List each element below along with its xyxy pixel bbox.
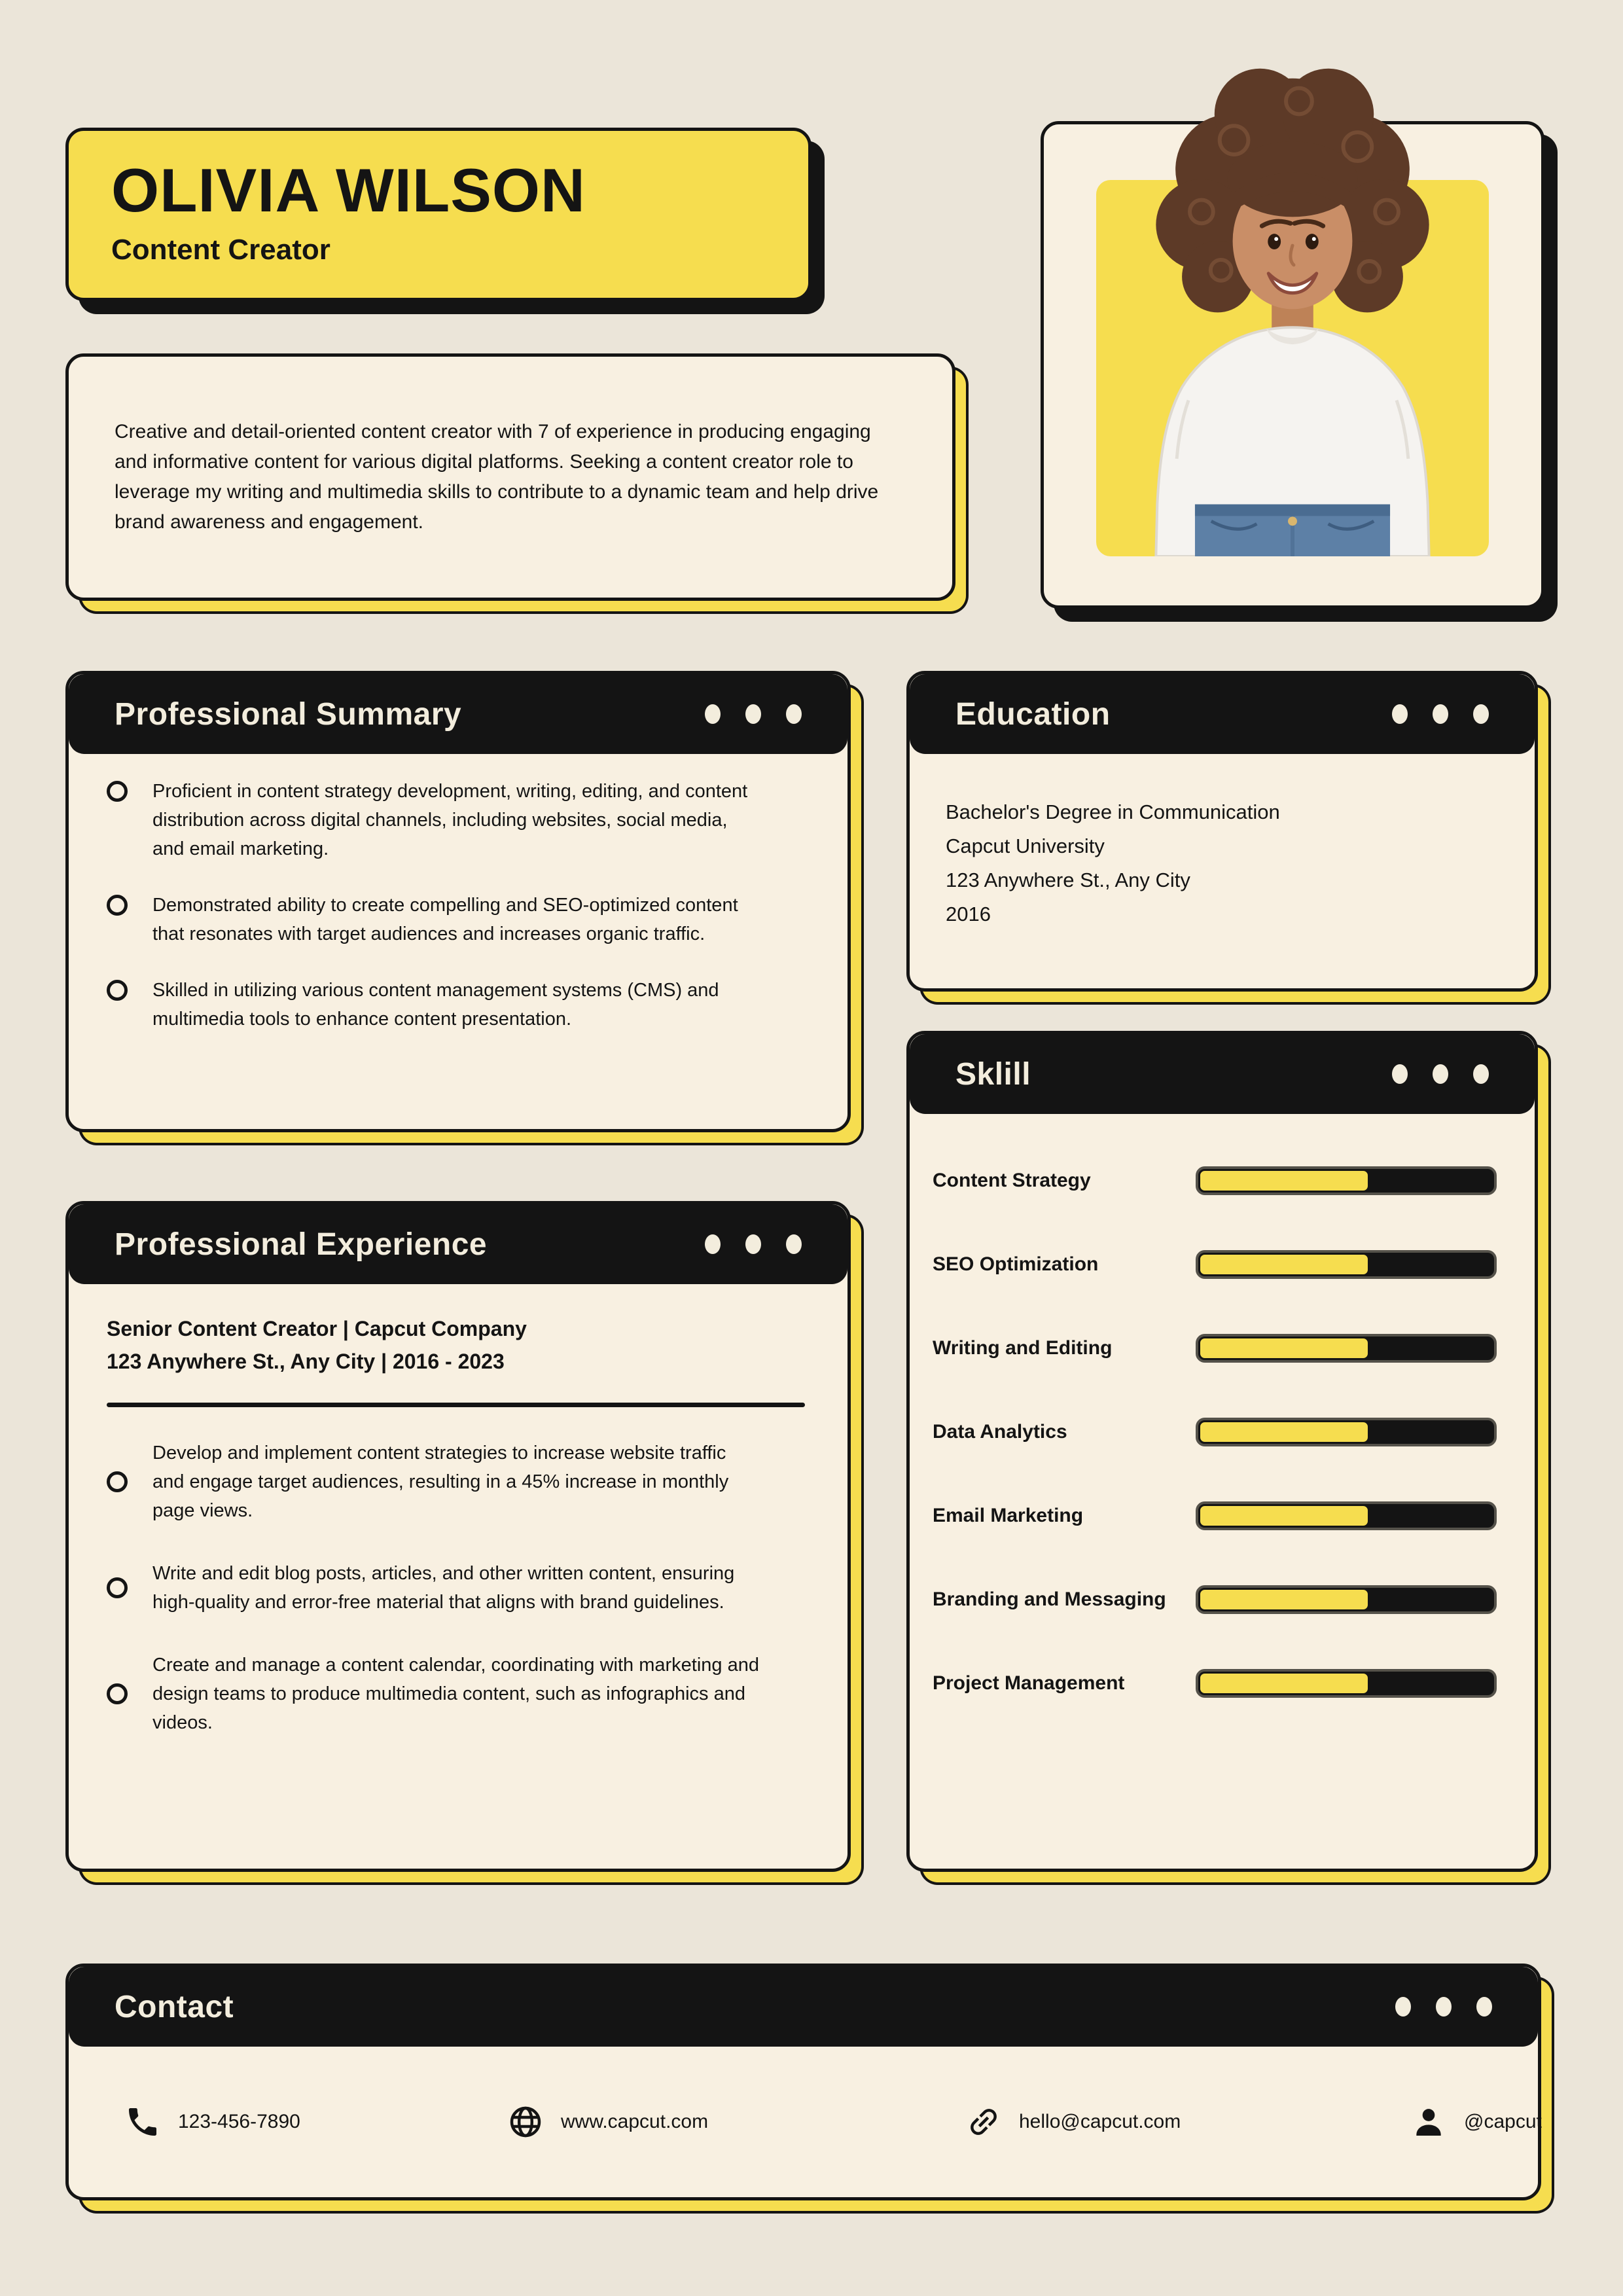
experience-meta: 123 Anywhere St., Any City | 2016 - 2023 xyxy=(107,1350,505,1373)
window-dot-icon xyxy=(1473,1064,1489,1084)
skill-bar-fill xyxy=(1198,1253,1370,1276)
person-job-title: Content Creator xyxy=(111,233,330,266)
contact-phone[interactable] xyxy=(124,2104,300,2140)
skill-bar-fill xyxy=(1198,1672,1370,1695)
window-dot-icon xyxy=(1392,1064,1408,1084)
phone-icon xyxy=(124,2104,161,2140)
contact-website-value: www.capcut.com xyxy=(561,2111,709,2132)
education-title: Education xyxy=(955,696,1111,732)
skill-label: Writing and Editing xyxy=(933,1337,1113,1359)
intro-text: Creative and detail-oriented content creator with 7 of experience in producing engaging and informative content for various digital platforms. Seeking a content creator role to leverage my writing and multimedia skills to contribute to a dynamic team and help drive brand awareness and engagement. xyxy=(115,421,879,533)
contact-card xyxy=(65,1964,1541,2200)
window-dots-icon xyxy=(1392,704,1489,724)
skill-label: Content Strategy xyxy=(933,1170,1091,1191)
skill-row xyxy=(933,1333,1497,1364)
window-dots-icon xyxy=(705,1234,802,1254)
circle-bullet-icon xyxy=(107,1471,128,1492)
list-item xyxy=(107,891,802,948)
skill-bar xyxy=(1196,1501,1497,1530)
summary-item-text: Demonstrated ability to create compelling and SEO-optimized content that resonates with target audiences and increases organic traffic. xyxy=(152,895,738,944)
experience-list xyxy=(107,1439,805,1737)
circle-bullet-icon xyxy=(107,781,128,802)
experience-role: Senior Content Creator | Capcut Company xyxy=(107,1317,527,1340)
contact-phone-value: 123-456-7890 xyxy=(178,2111,300,2132)
skill-label: SEO Optimization xyxy=(933,1253,1099,1275)
skills-title: Sklill xyxy=(955,1056,1031,1092)
experience-header xyxy=(69,1204,847,1284)
skill-row xyxy=(933,1416,1497,1448)
contact-row xyxy=(69,2047,1542,2197)
skill-row xyxy=(933,1668,1497,1699)
professional-summary-card xyxy=(65,671,851,1132)
experience-title: Professional Experience xyxy=(115,1227,488,1262)
summary-item-text: Skilled in utilizing various content management systems (CMS) and multimedia tools to enhance content presentation. xyxy=(152,980,719,1030)
skill-row xyxy=(933,1249,1497,1280)
list-item xyxy=(107,777,802,863)
contact-title: Contact xyxy=(115,1989,234,2024)
skills-header xyxy=(910,1034,1535,1114)
skill-bar xyxy=(1196,1585,1497,1614)
skill-row xyxy=(933,1500,1497,1532)
window-dots-icon xyxy=(705,704,802,724)
skill-label: Data Analytics xyxy=(933,1421,1067,1443)
education-school: Capcut University xyxy=(946,834,1105,857)
list-item xyxy=(107,1559,805,1617)
experience-details xyxy=(107,1312,805,1771)
experience-item-text: Create and manage a content calendar, coordinating with marketing and design teams to produce multimedia content, such as infographics and videos. xyxy=(152,1655,759,1733)
education-address: 123 Anywhere St., Any City xyxy=(946,869,1190,891)
window-dot-icon xyxy=(1395,1997,1411,2017)
skill-bar xyxy=(1196,1418,1497,1446)
window-dot-icon xyxy=(1433,1064,1448,1084)
list-item xyxy=(107,1651,805,1737)
person-name: OLIVIA WILSON xyxy=(111,156,586,224)
summary-header xyxy=(69,674,847,754)
skills-list xyxy=(933,1165,1497,1751)
skill-row xyxy=(933,1584,1497,1615)
list-item xyxy=(107,976,802,1033)
skill-bar-fill xyxy=(1198,1336,1370,1360)
circle-bullet-icon xyxy=(107,1577,128,1598)
contact-email-value: hello@capcut.com xyxy=(1019,2111,1181,2132)
skill-bar-fill xyxy=(1198,1588,1370,1611)
education-degree: Bachelor's Degree in Communication xyxy=(946,800,1280,823)
professional-experience-card xyxy=(65,1201,851,1872)
experience-item-text: Develop and implement content strategies to increase website traffic and engage target audiences, resulting in a 45% increase in monthly page views. xyxy=(152,1443,729,1521)
skill-label: Project Management xyxy=(933,1672,1125,1694)
window-dot-icon xyxy=(705,1234,721,1254)
summary-list xyxy=(107,777,802,1061)
window-dot-icon xyxy=(745,1234,761,1254)
circle-bullet-icon xyxy=(107,895,128,916)
user-icon xyxy=(1410,2104,1447,2140)
window-dot-icon xyxy=(745,704,761,724)
window-dots-icon xyxy=(1395,1997,1492,2017)
divider xyxy=(107,1403,805,1407)
name-header-card xyxy=(65,128,812,301)
window-dot-icon xyxy=(1392,704,1408,724)
window-dot-icon xyxy=(1433,704,1448,724)
skill-bar-fill xyxy=(1198,1169,1370,1193)
window-dot-icon xyxy=(705,704,721,724)
contact-header xyxy=(69,1967,1538,2047)
summary-title: Professional Summary xyxy=(115,696,462,732)
profile-photo-illustration xyxy=(1103,49,1482,556)
circle-bullet-icon xyxy=(107,980,128,1001)
education-header xyxy=(910,674,1535,754)
skill-bar xyxy=(1196,1250,1497,1279)
contact-social[interactable] xyxy=(1410,2104,1542,2140)
window-dots-icon xyxy=(1392,1064,1489,1084)
skill-label: Email Marketing xyxy=(933,1505,1084,1526)
skill-label: Branding and Messaging xyxy=(933,1588,1166,1610)
skill-bar xyxy=(1196,1166,1497,1195)
contact-website[interactable] xyxy=(507,2104,708,2140)
window-dot-icon xyxy=(786,1234,802,1254)
skill-bar-fill xyxy=(1198,1504,1370,1528)
intro-card xyxy=(65,353,955,601)
education-details xyxy=(946,795,1502,931)
skill-bar xyxy=(1196,1334,1497,1363)
window-dot-icon xyxy=(1473,704,1489,724)
education-year: 2016 xyxy=(946,903,991,925)
skills-card xyxy=(906,1031,1538,1872)
education-card xyxy=(906,671,1538,992)
profile-photo-card xyxy=(1041,121,1544,609)
window-dot-icon xyxy=(1476,1997,1492,2017)
list-item xyxy=(107,1439,805,1525)
contact-social-value: @capcut xyxy=(1464,2111,1542,2132)
skill-row xyxy=(933,1165,1497,1196)
experience-item-text: Write and edit blog posts, articles, and other written content, ensuring high-quality and error-free material that aligns with brand guidelines. xyxy=(152,1563,735,1613)
window-dot-icon xyxy=(786,704,802,724)
window-dot-icon xyxy=(1436,1997,1452,2017)
skill-bar xyxy=(1196,1669,1497,1698)
summary-item-text: Proficient in content strategy development, writing, editing, and content distribution across digital channels, including websites, social media, and email marketing. xyxy=(152,781,748,859)
link-icon xyxy=(965,2104,1002,2140)
skill-bar-fill xyxy=(1198,1420,1370,1444)
circle-bullet-icon xyxy=(107,1683,128,1704)
contact-email[interactable] xyxy=(965,2104,1181,2140)
globe-icon xyxy=(507,2104,544,2140)
